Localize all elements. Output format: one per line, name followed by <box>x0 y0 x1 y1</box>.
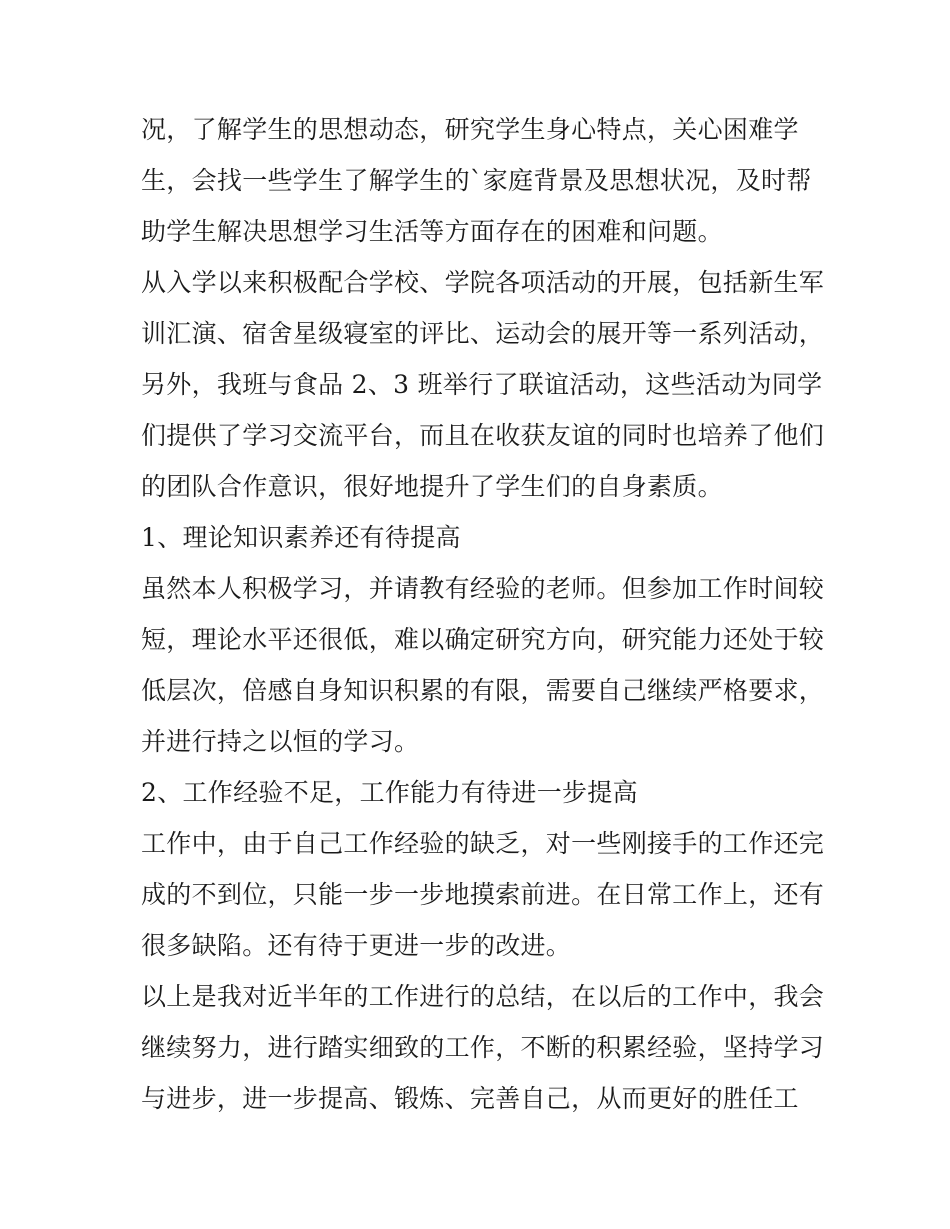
paragraph-line: 很多缺陷。还有待于更进一步的改进。 <box>141 931 572 960</box>
document-body <box>141 104 825 1124</box>
paragraph-line: 以上是我对近半年的工作进行的总结，在以后的工作中，我会 <box>141 982 825 1011</box>
paragraph-line: 并进行持之以恒的学习。 <box>141 727 420 756</box>
paragraph-line: 工作中，由于自己工作经验的缺乏，对一些刚接手的工作还完 <box>141 829 825 858</box>
paragraph-line: 虽然本人积极学习，并请教有经验的老师。但参加工作时间较 <box>141 574 825 603</box>
paragraph-line: 助学生解决思想学习生活等方面存在的困难和问题。 <box>141 217 723 246</box>
paragraph-line: 继续努力，进行踏实细致的工作，不断的积累经验，坚持学习 <box>141 1033 825 1062</box>
paragraph-line: 短，理论水平还很低，难以确定研究方向，研究能力还处于较 <box>141 625 825 654</box>
paragraph-line: 的团队合作意识，很好地提升了学生们的自身素质。 <box>141 472 723 501</box>
paragraph-line: 与进步，进一步提高、锻炼、完善自己，从而更好的胜任工 <box>141 1084 799 1113</box>
paragraph-line: 从入学以来积极配合学校、学院各项活动的开展，包括新生军 <box>141 268 825 297</box>
paragraph-line: 成的不到位，只能一步一步地摸索前进。在日常工作上，还有 <box>141 880 825 909</box>
paragraph-line: 生，会找一些学生了解学生的`家庭背景及思想状况，及时帮 <box>141 166 812 195</box>
paragraph-line: 训汇演、宿舍星级寝室的评比、运动会的展开等一系列活动， <box>141 319 825 348</box>
paragraph-line: 们提供了学习交流平台，而且在收获友谊的同时也培养了他们 <box>141 421 825 450</box>
paragraph-line: 低层次，倍感自身知识积累的有限，需要自己继续严格要求， <box>141 676 825 705</box>
paragraph-line: 另外，我班与食品 2、3 班举行了联谊活动，这些活动为同学 <box>141 370 823 399</box>
section-heading: 1、理论知识素养还有待提高 <box>141 523 461 552</box>
paragraph-line: 况，了解学生的思想动态，研究学生身心特点，关心困难学 <box>141 115 799 144</box>
section-heading: 2、工作经验不足，工作能力有待进一步提高 <box>141 778 638 807</box>
